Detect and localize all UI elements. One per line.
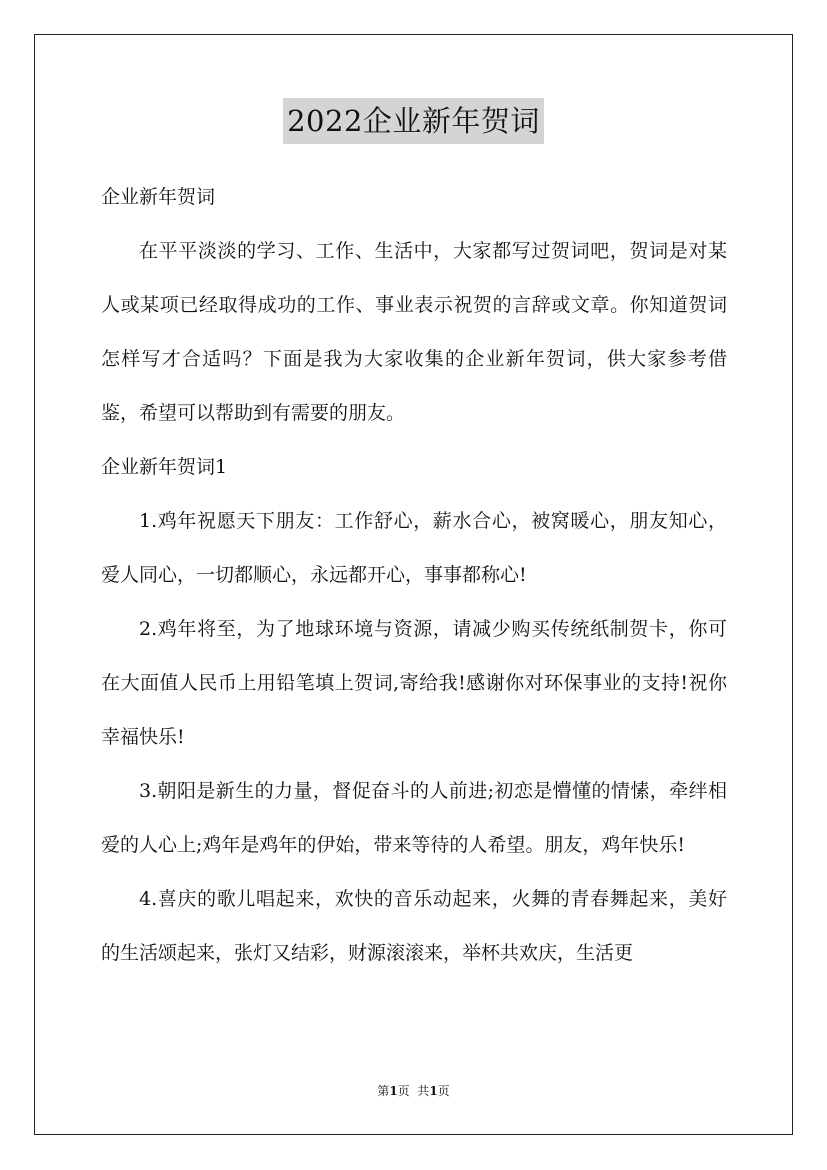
footer-page-current: 1 (389, 1084, 398, 1098)
intro-paragraph: 在平平淡淡的学习、工作、生活中，大家都写过贺词吧，贺词是对某人或某项已经取得成功的工作、事业表示祝贺的言辞或文章。你知道贺词怎样写才合适吗？下面是我为大家收集的企业新年贺词，供大家参考借鉴，希望可以帮助到有需要的朋友。 (101, 240, 727, 424)
title-container (0, 98, 827, 144)
footer-suffix: 页 (437, 1084, 450, 1098)
document-subtitle: 企业新年贺词 (101, 186, 216, 208)
footer-page-total: 1 (429, 1084, 438, 1098)
greeting-item-1: 1.鸡年祝愿天下朋友：工作舒心，薪水合心，被窝暖心，朋友知心，爱人同心，一切都顺心，永远都开心，事事都称心! (101, 510, 727, 586)
section-heading: 企业新年贺词1 (101, 456, 228, 478)
document-body (101, 170, 727, 980)
greeting-item-2: 2.鸡年将至，为了地球环境与资源，请减少购买传统纸制贺卡，你可在大面值人民币上用铅笔填上贺词,寄给我!感谢你对环保事业的支持!祝你幸福快乐! (101, 618, 727, 748)
footer-prefix: 第 (377, 1084, 390, 1098)
document-title: 2022企业新年贺词 (283, 98, 544, 144)
page-footer (0, 1082, 827, 1099)
greeting-item-3: 3.朝阳是新生的力量，督促奋斗的人前进;初恋是懵懂的情愫，牵绊相爱的人心上;鸡年是鸡年的伊始，带来等待的人希望。朋友，鸡年快乐! (101, 780, 727, 856)
footer-mid: 页 共 (397, 1084, 430, 1098)
greeting-item-4: 4.喜庆的歌儿唱起来，欢快的音乐动起来，火舞的青春舞起来，美好的生活颂起来，张灯又结彩，财源滚滚来，举杯共欢庆，生活更 (101, 888, 727, 964)
